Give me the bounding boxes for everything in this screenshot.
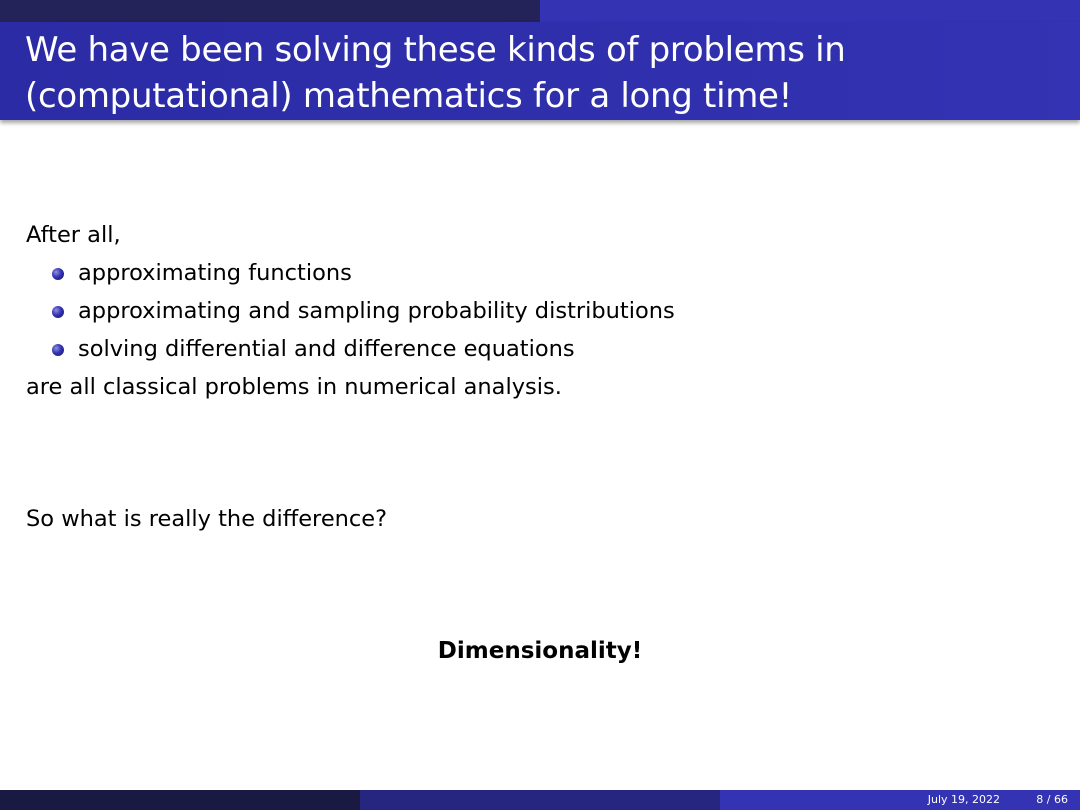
footer-segment-left: [0, 790, 360, 810]
list-item-text: approximating and sampling probability distributions: [78, 298, 675, 324]
title-bar: [0, 22, 1080, 120]
bullet-list: [52, 256, 675, 370]
header-strip-left: [0, 0, 540, 22]
question-text: So what is really the difference?: [26, 506, 388, 532]
footer-date: July 19, 2022: [927, 793, 1000, 806]
ball-bullet-icon: [52, 344, 64, 356]
list-item-text: approximating functions: [78, 260, 352, 286]
footer-segment-right: [720, 790, 1080, 810]
list-item: [52, 332, 675, 370]
header-strip: [0, 0, 1080, 22]
punchline: Dimensionality!: [437, 638, 643, 664]
page-number: 8 / 66: [1036, 793, 1068, 806]
ball-bullet-icon: [52, 306, 64, 318]
intro-text: After all,: [26, 222, 121, 248]
slide-title: We have been solving these kinds of problems in (computational) mathematics for a long time!: [25, 30, 846, 116]
ball-bullet-icon: [52, 268, 64, 280]
list-item: [52, 294, 675, 332]
header-strip-right: [540, 0, 1080, 22]
outro-text: are all classical problems in numerical analysis.: [26, 374, 562, 400]
list-item-text: solving differential and difference equations: [78, 336, 575, 362]
footer-segment-middle: [360, 790, 720, 810]
footer-bar: [0, 790, 1080, 810]
list-item: [52, 256, 675, 294]
